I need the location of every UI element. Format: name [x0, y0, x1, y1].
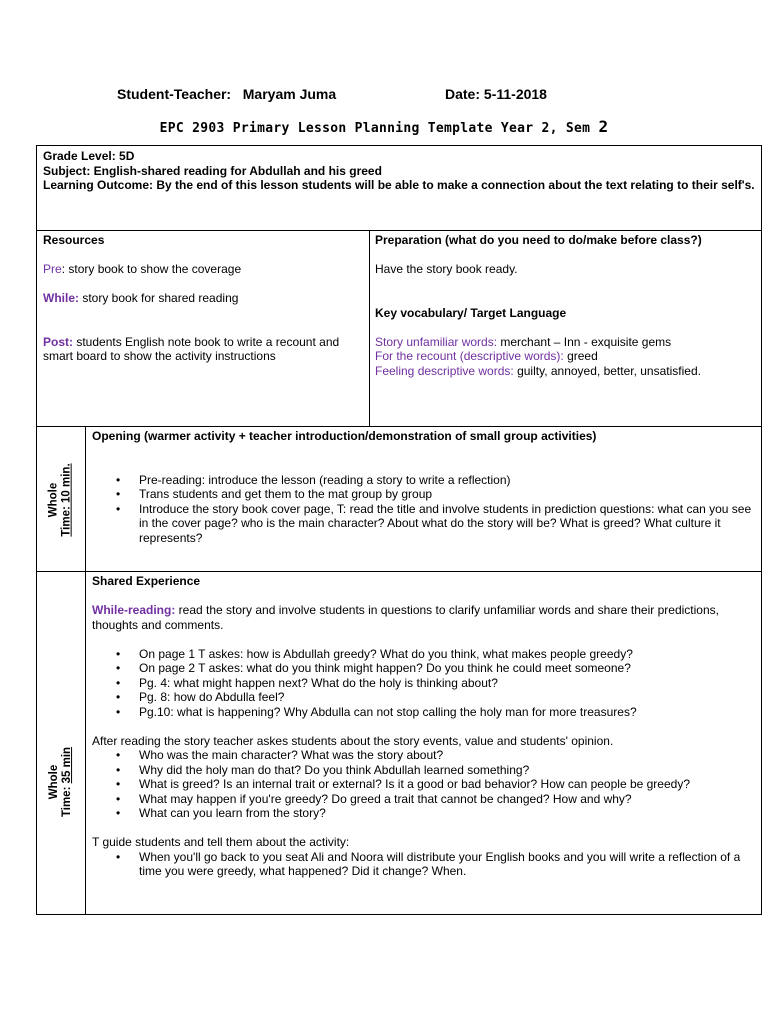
grade-level: Grade Level: 5D [43, 149, 135, 163]
shared-side-time-prefix: Time: [61, 783, 74, 818]
after-reading-list [92, 748, 754, 821]
resources-preparation-row [36, 230, 762, 427]
opening-side-label [37, 427, 85, 573]
list-item: • Pg. 4: what might happen next? What do the holy is thinking about? [92, 676, 754, 691]
opening-side-time: Time: 10 min. [61, 463, 74, 537]
guide-text: T guide students and tell them about the activity: [92, 835, 350, 849]
title-sem-number: 2 [598, 117, 609, 136]
list-item: • Pg.10: what is happening? Why Abdulla can not stop calling the holy man for more treasures? [92, 705, 754, 720]
vocab-recount-text: greed [563, 349, 598, 363]
column-divider [369, 231, 370, 426]
date-field [445, 87, 547, 102]
header-line [117, 87, 717, 102]
student-teacher-label: Student-Teacher: [117, 86, 232, 102]
subject: Subject: English-shared reading for Abdullah and his greed [43, 163, 382, 178]
title-text: EPC 2903 Primary Lesson Planning Template Year 2, Sem [159, 121, 591, 136]
lesson-info-cell [36, 145, 762, 231]
date-label: Date: [445, 86, 481, 102]
list-item: • Pg. 8: how do Abdulla feel? [92, 690, 754, 705]
list-item: • Who was the main character? What was the story about? [92, 748, 754, 763]
list-item: • When you'll go back to you seat Ali and Noora will distribute your English books and you will write a reflection of a time you were greedy, what happened? Did it change? When. [92, 850, 754, 879]
opening-heading: Opening (warmer activity + teacher introduction/demonstration of small group activities) [92, 429, 597, 443]
list-item: • Introduce the story book cover page, T: read the title and involve students in prediction questions: what can you see in the cover page? who is the main character? About what do the story will be? What is greed? What culture it represents? [92, 502, 754, 546]
list-item: • Trans students and get them to the mat group by group [92, 487, 754, 502]
list-item: • On page 1 T askes: how is Abdullah greedy? What do you think, what makes people greedy? [92, 647, 754, 662]
reading-questions-list [92, 647, 754, 720]
shared-side-divider [85, 572, 86, 914]
while-reading-text: read the story and involve students in questions to clarify unfamiliar words and share their predictions, thoughts and comments. [92, 603, 719, 632]
opening-row [36, 426, 762, 572]
vocab-unfamiliar-text: merchant – Inn - exquisite gems [497, 334, 672, 349]
preparation-heading: Preparation (what do you need to do/make before class?) [375, 233, 702, 247]
resources-post [43, 335, 363, 364]
vocab-unfamiliar [375, 335, 755, 350]
shared-experience-row [36, 571, 762, 915]
list-item: • What is greed? Is an internal trait or external? Is it a good or bad behavior? How can people be greedy? [92, 777, 754, 792]
vocab-recount [375, 349, 755, 364]
resources-cell [43, 233, 363, 364]
while-text: story book for shared reading [79, 291, 239, 305]
while-reading [92, 603, 754, 632]
shared-side-whole: Whole [48, 764, 61, 800]
resources-pre [43, 262, 363, 277]
vocab-heading: Key vocabulary/ Target Language [375, 305, 567, 320]
list-item: • Pre-reading: introduce the lesson (reading a story to write a reflection) [92, 473, 754, 488]
vocab-feeling-label: Feeling descriptive words: [375, 363, 514, 378]
date-value: 5-11-2018 [483, 86, 547, 102]
learning-outcome: Learning Outcome: By the end of this lesson students will be able to make a connection about the text relating to their self's. [43, 178, 755, 192]
opening-side-whole: Whole [48, 482, 61, 518]
list-item: • On page 2 T askes: what do you think might happen? Do you think he could meet someone? [92, 661, 754, 676]
post-text: students English note book to write a recount and smart board to show the activity instructions [43, 334, 340, 363]
list-item: • What may happen if you're greedy? Do greed a trait that cannot be changed? How and why? [92, 792, 754, 807]
guide-list [92, 850, 754, 879]
vocab-recount-label: For the recount (descriptive words): [375, 349, 564, 363]
post-label: Post: [43, 334, 73, 349]
opening-side-divider [85, 427, 86, 571]
list-item: • What can you learn from the story? [92, 806, 754, 821]
pre-text: : story book to show the coverage [61, 262, 242, 276]
while-reading-label: While-reading: [92, 603, 176, 617]
opening-content [92, 429, 754, 545]
shared-side-label [37, 682, 85, 882]
shared-content [92, 574, 754, 879]
after-reading-text: After reading the story teacher askes students about the story events, value and students' opinion. [92, 733, 614, 748]
vocab-unfamiliar-label: Story unfamiliar words: [375, 334, 498, 349]
preparation-text: Have the story book ready. [375, 262, 518, 276]
vocab-feeling-text: guilty, annoyed, better, unsatisfied. [513, 363, 701, 378]
student-teacher-name: Maryam Juma [242, 86, 337, 102]
resources-while [43, 291, 363, 306]
shared-side-time-value: 35 min [61, 746, 74, 784]
vocab-feeling [375, 364, 755, 379]
shared-side-time [61, 747, 74, 817]
preparation-cell [375, 233, 755, 378]
list-item: • Why did the holy man do that? Do you think Abdullah learned something? [92, 763, 754, 778]
while-label: While: [43, 291, 79, 305]
shared-heading: Shared Experience [92, 574, 201, 588]
pre-label: Pre [43, 262, 62, 276]
opening-list [92, 473, 754, 546]
document-title [0, 117, 768, 137]
resources-heading: Resources [43, 233, 105, 247]
